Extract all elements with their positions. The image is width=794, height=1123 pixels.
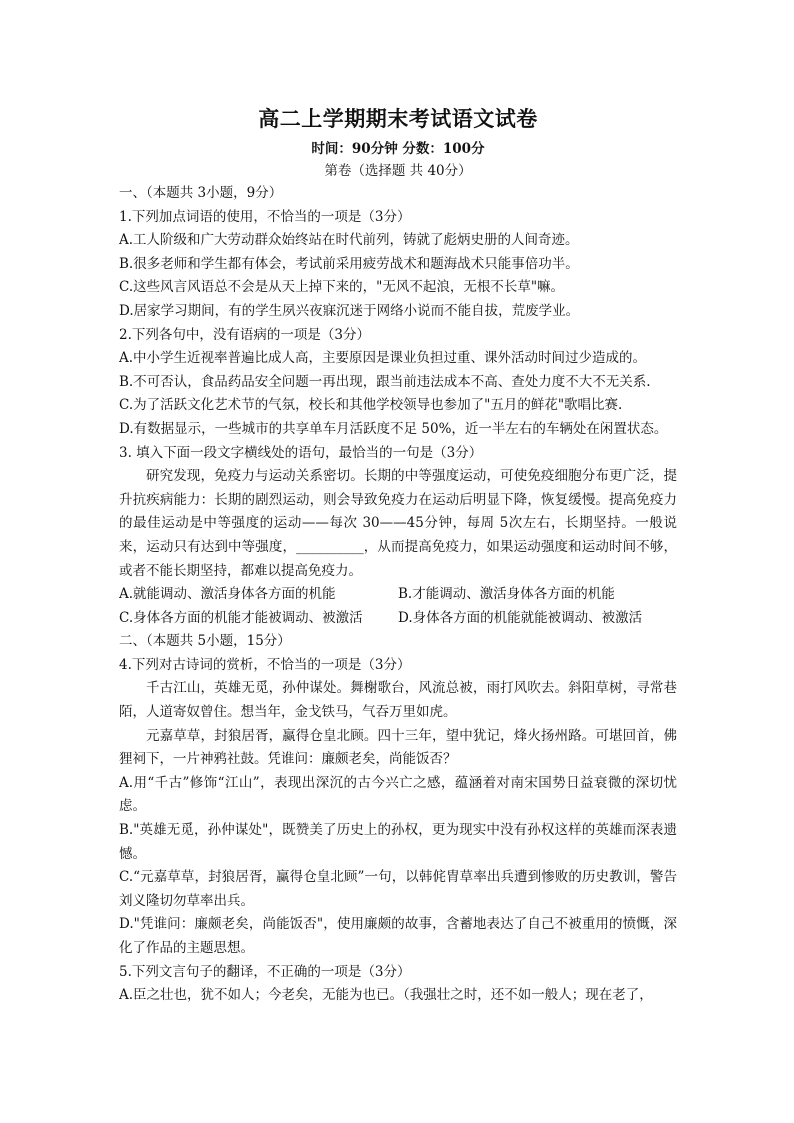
exam-meta: 时间：90分钟 分数：100分 <box>311 141 485 157</box>
q2-option-b: B.不可否认，食品药品安全问题一再出现，跟当前违法成本不高、查处力度不大不无关系. <box>119 373 651 390</box>
q2-option-d: D.有数据显示，一些城市的共享单车月活跃度不足 50%，近一半左右的车辆处在闲置状态。 <box>119 420 668 437</box>
q2-option-c: C.为了活跃文化艺术节的气氛，校长和其他学校领导也参加了"五月的鲜花"歌唱比赛. <box>119 397 623 414</box>
q3-option-a: A.就能调动、激活身体各方面的机能 <box>119 586 336 603</box>
q3-passage: 研究发现，免疫力与运动关系密切。长期的中等强度运动，可使免疫细胞分布更广泛，提升抗疾病能力：长期的剧烈运动，则会导致免疫力在运动后明显下降，恢复缓慢。提高免疫力的最佳运动是中等强度的运动——每次 30——45分钟，每周 5次左右，长期坚持。一般说来，运动只有达到中等强度，__________，从而提高免疫力，如果运动强度和运动时间不够，或者不能长期坚持，都难以提高免疫力。 <box>119 468 677 579</box>
q2-stem: 2.下列各句中，没有语病的一项是（3分） <box>119 326 370 343</box>
q4-option-a: A.用“千古”修饰“江山”，表现出深沉的古今兴亡之感，蕴涵着对南宋国势日益衰微的深切忧虑。 <box>119 774 677 815</box>
q4-stem: 4.下列对古诗词的赏析，不恰当的一项是（3分） <box>119 656 411 673</box>
section-name: 第卷（选择题 共 40分） <box>324 163 472 179</box>
q3-option-c: C.身体各方面的机能才能被调动、被激活 <box>119 609 363 626</box>
q3-stem: 3. 填入下面一段文字横线处的语句，最恰当的一句是（3分） <box>119 444 483 461</box>
q3-options-row-1 <box>119 583 677 607</box>
q4-poem-stanza-2: 元嘉草草，封狼居胥，赢得仓皇北顾。四十三年，望中犹记，烽火扬州路。可堪回首，佛狸祠下，一片神鸦社鼓。凭谁问：廉颇老矣，尚能饭否？ <box>119 727 677 768</box>
q2-option-a: A.中小学生近视率普遍比成人高，主要原因是课业负担过重、课外活动时间过少造成的。 <box>119 350 647 367</box>
q4-option-b: B."英雄无觅，孙仲谋处"，既赞美了历史上的孙权，更为现实中没有孙权这样的英雄而深表遗憾。 <box>119 822 677 862</box>
part2-heading: 二、（本题共 5小题，15分） <box>119 633 291 650</box>
q1-option-b: B.很多老师和学生都有体会，考试前采用疲劳战术和题海战术只能事倍功半。 <box>119 255 579 272</box>
q3-option-b: B.才能调动、激活身体各方面的机能 <box>398 586 615 603</box>
q3-option-d: D.身体各方面的机能就能被调动、被激活 <box>398 609 643 626</box>
q5-stem: 5.下列文言句子的翻译，不正确的一项是（3分） <box>119 963 411 980</box>
q1-option-c: C.这些风言风语总不会是从天上掉下来的，"无风不起浪，无根不长草"嘛。 <box>119 279 565 296</box>
q4-poem-stanza-1: 千古江山，英雄无觅，孙仲谋处。舞榭歌台，风流总被，雨打风吹去。斜阳草树，寻常巷陌，人道寄奴曾住。想当年，金戈铁马，气吞万里如虎。 <box>119 680 677 721</box>
q5-option-a: A.臣之壮也，犹不如人；今老矣，无能为也已。（我强壮之时，还不如一般人；现在老了， <box>119 987 653 1004</box>
q1-option-d: D.居家学习期间，有的学生夙兴夜寐沉迷于网络小说而不能自拔，荒废学业。 <box>119 302 580 319</box>
q4-option-c: C.“元嘉草草，封狼居胥，赢得仓皇北顾”一句，以韩侂胄草率出兵遭到惨败的历史教训，警告刘义隆切勿草率出兵。 <box>119 869 677 909</box>
q3-options-row-2 <box>119 607 677 631</box>
q1-option-a: A.工人阶级和广大劳动群众始终站在时代前列，铸就了彪炳史册的人间奇迹。 <box>119 232 579 249</box>
q4-option-d: D."凭谁问：廉颇老矣，尚能饭否"，使用廉颇的故事，含蓄地表达了自己不被重用的愤慨，深化了作品的主题思想。 <box>119 916 677 956</box>
part1-heading: 一、（本题共 3小题，9分） <box>119 185 283 201</box>
exam-content <box>119 104 677 1008</box>
q1-stem: 1.下列加点词语的使用，不恰当的一项是（3分） <box>119 208 411 225</box>
exam-title: 高二上学期期末考试语文试卷 <box>258 106 538 131</box>
